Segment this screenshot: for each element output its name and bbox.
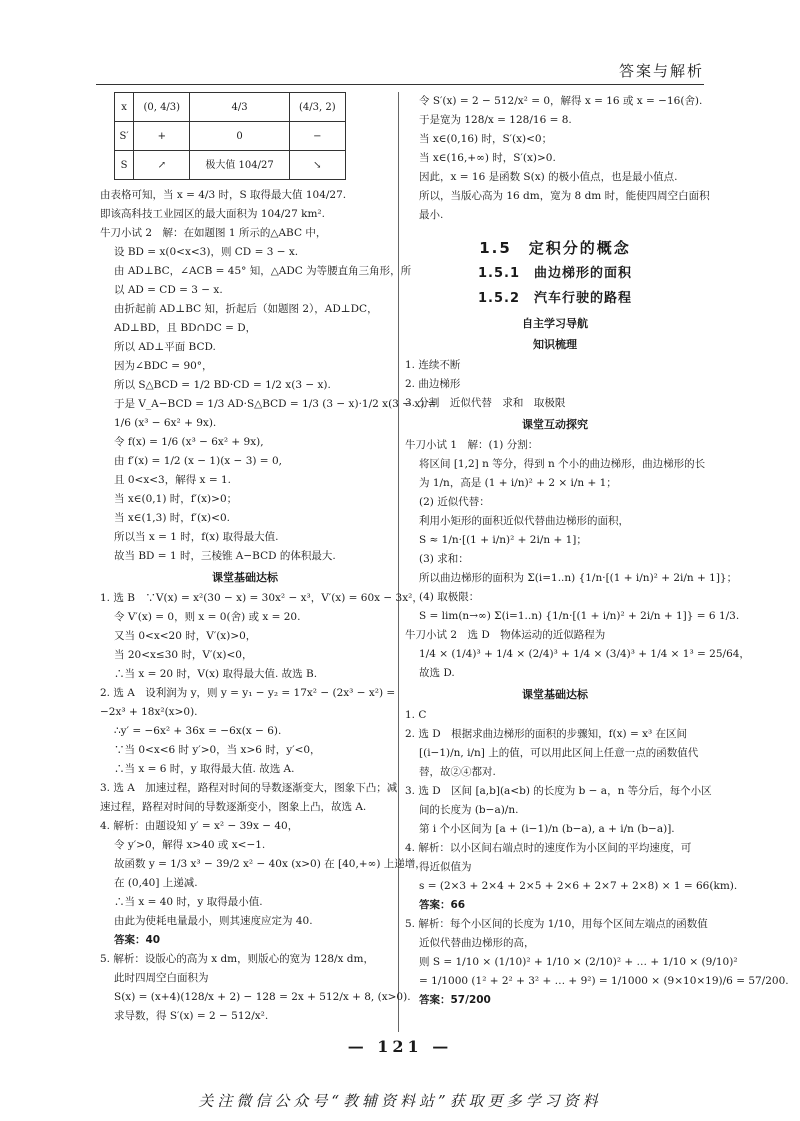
text-line: 得近似值为 — [419, 861, 472, 873]
column-divider — [398, 92, 399, 1032]
table-row — [115, 93, 346, 122]
text-line: 当 x∈(1,3) 时，f′(x)<0. — [114, 512, 230, 524]
text-line: 5. 解析：每个小区间的长度为 1/10，用每个区间左端点的函数值 — [405, 918, 708, 930]
text-line: 所以 S△BCD = 1/2 BD·CD = 1/2 x(3 − x). — [114, 379, 331, 391]
text-line: 4. 解析：以小区间右端点时的速度作为小区间的平均速度，可 — [405, 842, 692, 854]
text-line: 牛刀小试 1 解：(1) 分割： — [405, 439, 539, 451]
subsection-title: 1.5.2 汽车行驶的路程 — [477, 291, 632, 306]
text-line: 当 20<x≤30 时，V′(x)<0， — [114, 649, 253, 661]
text-line: 故当 BD = 1 时，三棱锥 A−BCD 的体积最大. — [114, 550, 336, 562]
text-line: 令 f(x) = 1/6 (x³ − 6x² + 9x), — [114, 436, 264, 448]
text-line: 1. 选 B ∵V(x) = x²(30 − x) = 30x² − x³，V′(x) = 60x − 3x²， — [100, 592, 423, 604]
text-line: 牛刀小试 2 选 D 物体运动的近似路程为 — [405, 629, 606, 641]
text-line: [(i−1)/n, i/n] 上的值，可以用此区间上任意一点的函数值代 — [419, 747, 699, 759]
section-title: 1.5 定积分的概念 — [479, 239, 631, 257]
text-line: ∴y′ = −6x² + 36x = −6x(x − 6). — [114, 725, 282, 737]
text-line: 最小. — [419, 209, 444, 221]
text-line: (2) 近似代替： — [419, 496, 490, 508]
section-heading: 课堂互动探究 — [522, 418, 588, 431]
text-line: S(x) = (x+4)(128/x + 2) − 128 = 2x + 512/x + 8, (x>0). — [114, 991, 411, 1003]
table-cell: ↘ — [289, 151, 345, 180]
table-cell: 极大值 104/27 — [190, 151, 289, 180]
text-line: 由 f′(x) = 1/2 (x − 1)(x − 3) = 0, — [114, 455, 282, 467]
table-cell: ↗ — [134, 151, 190, 180]
text-line: 故选 D. — [419, 667, 455, 679]
text-line: 当 x∈(0,16) 时，S′(x)<0； — [419, 133, 553, 145]
text-line: S ≈ 1/n·[(1 + i/n)² + 2i/n + 1]； — [419, 534, 587, 546]
right-column — [405, 92, 789, 1010]
text-line: ∵当 0<x<6 时 y′>0，当 x>6 时，y′<0， — [114, 744, 321, 756]
footer-note: 关注微信公众号“教辅资料站”获取更多学习资料 — [198, 1092, 602, 1110]
text-line: 所以曲边梯形的面积为 Σ(i=1..n) {1/n·[(1 + i/n)² + 2i/n + 1]}； — [419, 572, 738, 584]
answer-line: 答案：66 — [419, 899, 466, 911]
text-line: 2. 选 D 根据求曲边梯形的面积的步骤知，f(x) = x³ 在区间 — [405, 728, 688, 740]
text-line: 当 x∈(0,1) 时，f′(x)>0； — [114, 493, 238, 505]
table-cell: + — [134, 122, 190, 151]
text-line: 故函数 y = 1/3 x³ − 39/2 x² − 40x (x>0) 在 [40,+∞) 上递增， — [114, 858, 426, 870]
section-heading: 课堂基础达标 — [212, 571, 278, 584]
text-line: 于是宽为 128/x = 128/16 = 8. — [419, 114, 572, 126]
text-line: 近似代替曲边梯形的高， — [419, 937, 535, 949]
text-line: 即该高科技工业园区的最大面积为 104/27 km². — [100, 208, 325, 220]
table-cell: (4/3, 2) — [289, 93, 345, 122]
section-heading: 自主学习导航 — [522, 317, 588, 330]
text-line: 又当 0<x<20 时，V′(x)>0， — [114, 630, 257, 642]
answer-line: 答案：57/200 — [419, 994, 491, 1006]
header-divider — [96, 84, 704, 85]
text-line: 由此为使耗电量最小，则其速度应定为 40. — [114, 915, 313, 927]
table-cell: 0 — [190, 122, 289, 151]
variation-table — [114, 92, 346, 180]
text-line: 由表格可知，当 x = 4/3 时，S 取得最大值 104/27. — [100, 189, 347, 201]
text-line: 4. 解析：由题设知 y′ = x² − 39x − 40， — [100, 820, 299, 832]
text-line: 3. 分割 近似代替 求和 取极限 — [405, 397, 566, 409]
text-line: 3. 选 A 加速过程，路程对时间的导数逐渐变大，图象下凸；减 — [100, 782, 398, 794]
section-heading: 知识梳理 — [533, 338, 577, 351]
text-line: 当 x∈(16,+∞) 时，S′(x)>0. — [419, 152, 556, 164]
text-line: (3) 求和： — [419, 553, 469, 565]
text-line: 5. 解析：设版心的高为 x dm，则版心的宽为 128/x dm， — [100, 953, 374, 965]
text-line: 此时四周空白面积为 — [114, 972, 209, 984]
header-title: 答案与解析 — [618, 62, 704, 80]
text-line: 令 S′(x) = 2 − 512/x² = 0，解得 x = 16 或 x = −16(舍). — [419, 95, 703, 107]
section-heading: 课堂基础达标 — [522, 688, 588, 701]
text-line: AD⊥BD，且 BD∩DC = D， — [114, 322, 257, 334]
text-line: 间的长度为 (b−a)/n. — [419, 804, 519, 816]
text-line: = 1/1000 (1² + 2² + 3² + … + 9²) = 1/1000 × (9×10×19)/6 = 57/200. — [419, 975, 789, 987]
text-line: (4) 取极限： — [419, 591, 480, 603]
table-cell: S — [115, 151, 134, 180]
text-line: 所以当 x = 1 时，f(x) 取得最大值. — [114, 531, 279, 543]
page-number: — 121 — — [347, 1037, 453, 1056]
text-line: 在 (0,40] 上递减. — [114, 877, 198, 889]
table-row — [115, 122, 346, 151]
table-cell: 4/3 — [190, 93, 289, 122]
text-line: 于是 V_A−BCD = 1/3 AD·S△BCD = 1/3 (3 − x)·1/2 x(3 − x) = — [114, 398, 437, 410]
text-line: 1. 连续不断 — [405, 359, 461, 371]
text-line: 为 1/n，高是 (1 + i/n)² + 2 × i/n + 1； — [419, 477, 617, 489]
text-line: 所以，当版心高为 16 dm，宽为 8 dm 时，能使四周空白面积 — [419, 190, 710, 202]
text-line: 2. 选 A 设利润为 y，则 y = y₁ − y₂ = 17x² − (2x³ − x²) = — [100, 687, 396, 699]
text-line: 令 y′>0，解得 x>40 或 x<−1. — [114, 839, 266, 851]
answer-line: 答案：40 — [114, 934, 161, 946]
table-cell: − — [289, 122, 345, 151]
text-line: 3. 选 D 区间 [a,b](a<b) 的长度为 b − a，n 等分后，每个小区 — [405, 785, 712, 797]
text-line: 1/6 (x³ − 6x² + 9x). — [114, 417, 217, 429]
text-line: 2. 曲边梯形 — [405, 378, 461, 390]
text-line: 将区间 [1,2] n 等分，得到 n 个小的曲边梯形，曲边梯形的长 — [419, 458, 706, 470]
text-line: 牛刀小试 2 解：在如题图 1 所示的△ABC 中， — [100, 227, 327, 239]
text-line: 令 V′(x) = 0，则 x = 0(舍) 或 x = 20. — [114, 611, 301, 623]
text-line: 因为∠BDC = 90°， — [114, 360, 213, 372]
text-line: s = (2×3 + 2×4 + 2×5 + 2×6 + 2×7 + 2×8) × 1 = 66(km). — [419, 880, 738, 892]
text-line: 替，故②④都对. — [419, 766, 496, 778]
text-line: ∴当 x = 40 时，y 取得最小值. — [114, 896, 263, 908]
text-line: 且 0<x<3，解得 x = 1. — [114, 474, 231, 486]
text-line: ∴当 x = 6 时，y 取得最大值. 故选 A. — [114, 763, 295, 775]
table-cell: (0, 4/3) — [134, 93, 190, 122]
table-cell: S′ — [115, 122, 134, 151]
table-row — [115, 151, 346, 180]
text-line: 以 AD = CD = 3 − x. — [114, 284, 223, 296]
text-line: ∴当 x = 20 时，V(x) 取得最大值. 故选 B. — [114, 668, 318, 680]
text-line: 设 BD = x(0<x<3)，则 CD = 3 − x. — [114, 246, 299, 258]
text-line: 1/4 × (1/4)³ + 1/4 × (2/4)³ + 1/4 × (3/4)³ + 1/4 × 1³ = 25/64， — [419, 648, 750, 660]
text-line: 第 i 个小区间为 [a + (i−1)/n (b−a), a + i/n (b−a)]. — [419, 823, 675, 835]
text-line: 因此，x = 16 是函数 S(x) 的极小值点，也是最小值点. — [419, 171, 678, 183]
text-line: 则 S = 1/10 × (1/10)² + 1/10 × (2/10)² + … + 1/10 × (9/10)² — [419, 956, 738, 968]
text-line: 由 AD⊥BC，∠ACB = 45° 知，△ADC 为等腰直角三角形，所 — [114, 265, 412, 277]
text-line: 求导数，得 S′(x) = 2 − 512/x². — [114, 1010, 269, 1022]
text-line: 由折起前 AD⊥BC 知，折起后（如题图 2），AD⊥DC， — [114, 303, 378, 315]
text-line: −2x³ + 18x²(x>0). — [100, 706, 198, 718]
table-cell: x — [115, 93, 134, 122]
text-line: S = lim(n→∞) Σ(i=1..n) {1/n·[(1 + i/n)² + 2i/n + 1]} = 6 1/3. — [419, 610, 740, 622]
text-line: 速过程，路程对时间的导数逐渐变小，图象上凸，故选 A. — [100, 801, 367, 813]
subsection-title: 1.5.1 曲边梯形的面积 — [477, 266, 632, 281]
text-line: 所以 AD⊥平面 BCD. — [114, 341, 216, 353]
text-line: 利用小矩形的面积近似代替曲边梯形的面积， — [419, 515, 629, 527]
text-line: 1. C — [405, 709, 427, 721]
